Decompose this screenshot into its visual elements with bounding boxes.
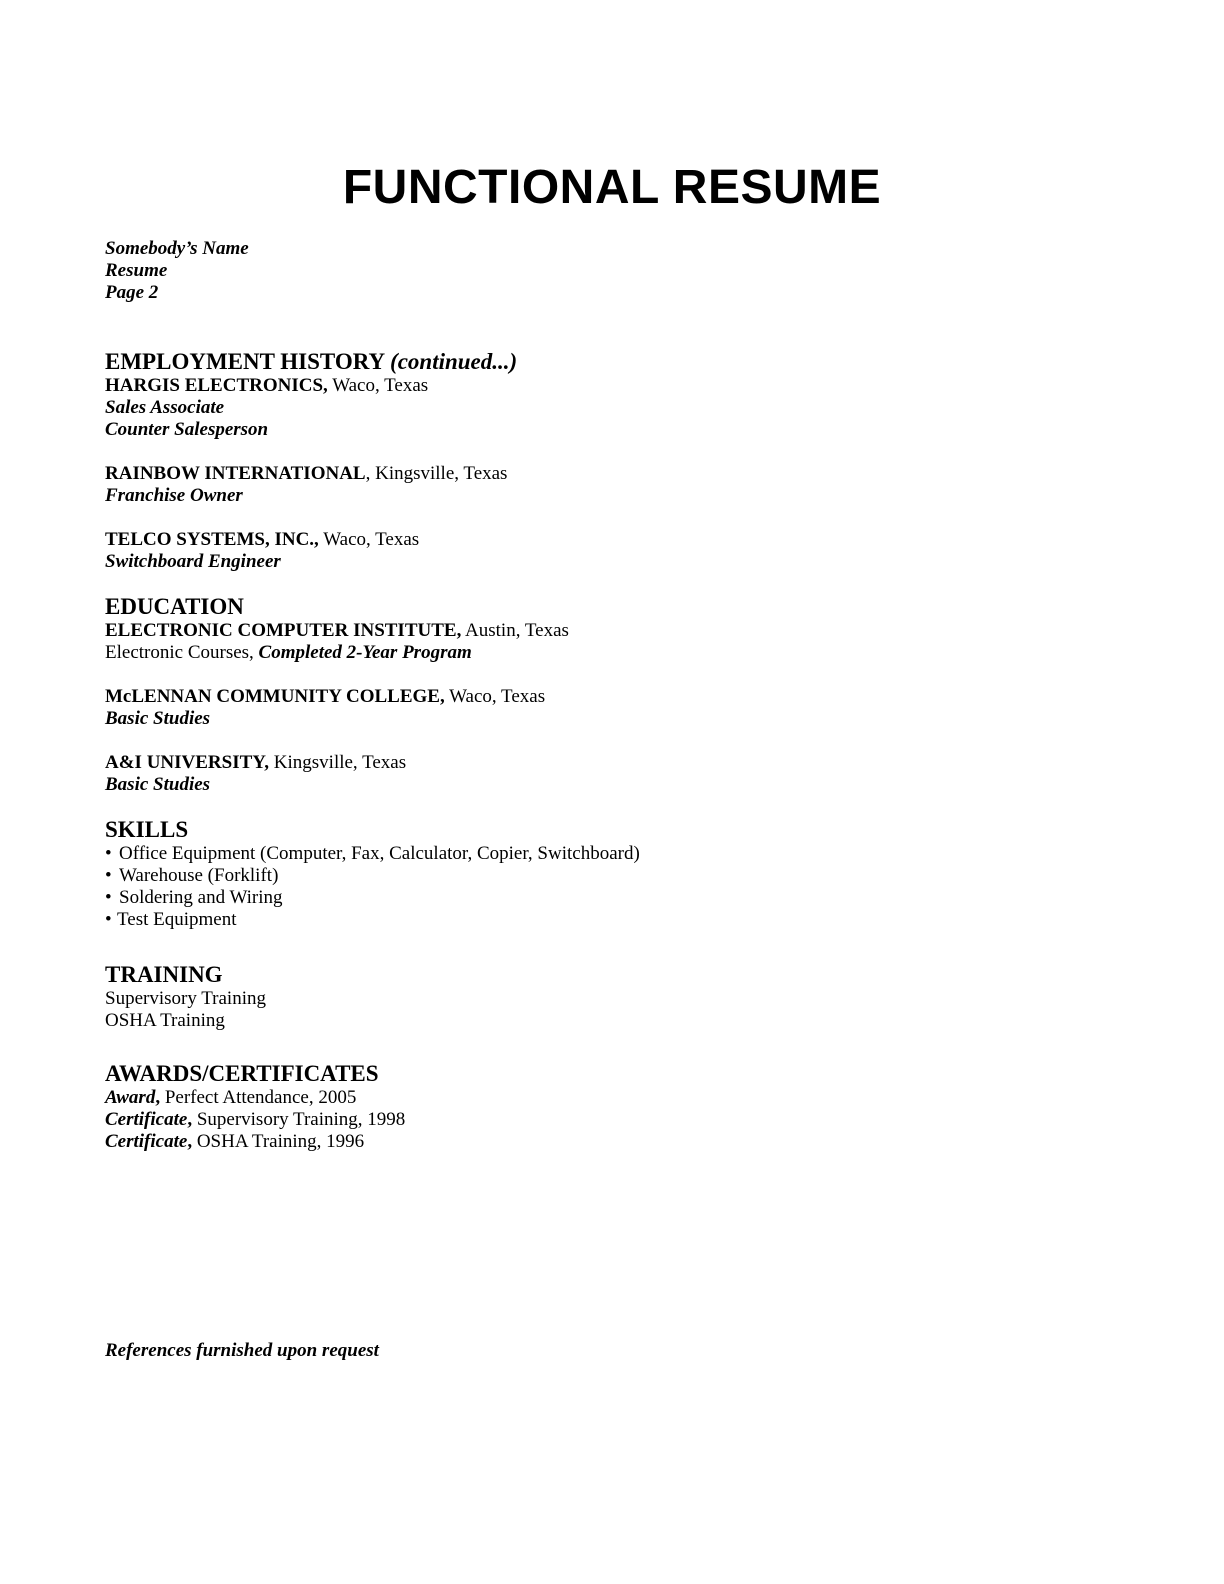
skill-text: Warehouse (Forklift) — [119, 865, 279, 886]
award-text: Supervisory Training, 1998 — [192, 1109, 406, 1130]
employer-location: , Kingsville, Texas — [365, 463, 508, 484]
employer-name: HARGIS ELECTRONICS, — [105, 375, 328, 396]
school-name: McLENNAN COMMUNITY COLLEGE, — [105, 686, 445, 707]
education-section — [105, 593, 1105, 796]
skills-heading: SKILLS — [105, 817, 189, 842]
employment-section — [105, 348, 1105, 573]
job-title: Counter Salesperson — [105, 419, 269, 440]
employment-heading — [105, 348, 1105, 375]
page-number: Page 2 — [105, 282, 159, 303]
award-type: Award — [105, 1087, 156, 1108]
award-item — [105, 1087, 1105, 1109]
references-note: References furnished upon request — [105, 1340, 379, 1361]
skills-list — [105, 843, 1105, 931]
award-separator: , — [155, 1087, 161, 1108]
employer-name: RAINBOW INTERNATIONAL — [105, 463, 366, 484]
job-title: Franchise Owner — [105, 485, 243, 506]
job-title: Sales Associate — [105, 397, 225, 418]
training-section — [105, 961, 1105, 1032]
employment-entry — [105, 529, 1105, 573]
skill-item — [105, 909, 1105, 931]
program-detail: Completed 2-Year Program — [258, 642, 472, 663]
school-location: Waco, Texas — [444, 686, 546, 707]
bullet-icon: • — [105, 909, 112, 930]
training-item: Supervisory Training — [105, 988, 266, 1009]
employment-entry — [105, 463, 1105, 507]
education-heading: EDUCATION — [105, 594, 244, 619]
school-location: Austin, Texas — [461, 620, 569, 641]
skill-text: Test Equipment — [117, 909, 237, 930]
training-heading: TRAINING — [105, 962, 223, 987]
skill-text: Office Equipment (Computer, Fax, Calculator, Copier, Switchboard) — [119, 843, 640, 864]
school-location: Kingsville, Texas — [269, 752, 407, 773]
study-detail: Basic Studies — [105, 774, 211, 795]
school-name: ELECTRONIC COMPUTER INSTITUTE, — [105, 620, 462, 641]
page-header — [105, 238, 1105, 304]
employer-location: Waco, Texas — [318, 529, 420, 550]
awards-heading: AWARDS/CERTIFICATES — [105, 1061, 379, 1086]
school-name: A&I UNIVERSITY, — [105, 752, 270, 773]
award-separator: , — [187, 1109, 193, 1130]
employment-heading-suffix: (continued...) — [390, 349, 518, 374]
award-text: OSHA Training, 1996 — [192, 1131, 365, 1152]
study-detail: Basic Studies — [105, 708, 211, 729]
employment-entry — [105, 375, 1105, 441]
page-title: FUNCTIONAL RESUME — [342, 161, 882, 214]
skill-item — [105, 887, 1105, 909]
bullet-icon: • — [105, 887, 112, 908]
education-entry — [105, 620, 1105, 664]
skill-item — [105, 843, 1105, 865]
award-separator: , — [187, 1131, 193, 1152]
document-label: Resume — [105, 260, 168, 281]
skill-item — [105, 865, 1105, 887]
award-type: Certificate — [105, 1109, 188, 1130]
skill-text: Soldering and Wiring — [119, 887, 283, 908]
awards-section — [105, 1060, 1105, 1153]
bullet-icon: • — [105, 843, 112, 864]
award-text: Perfect Attendance, 2005 — [160, 1087, 357, 1108]
employer-location: Waco, Texas — [327, 375, 429, 396]
candidate-name: Somebody’s Name — [105, 238, 249, 259]
employment-heading-text: EMPLOYMENT HISTORY — [105, 349, 385, 374]
course-detail: Electronic Courses, — [105, 642, 259, 663]
resume-body — [105, 238, 1105, 1173]
bullet-icon: • — [105, 865, 112, 886]
training-item: OSHA Training — [105, 1010, 225, 1031]
job-title: Switchboard Engineer — [105, 551, 281, 572]
award-type: Certificate — [105, 1131, 188, 1152]
employer-name: TELCO SYSTEMS, INC., — [105, 529, 319, 550]
award-item — [105, 1131, 1105, 1153]
skills-section — [105, 816, 1105, 931]
education-entry — [105, 686, 1105, 730]
award-item — [105, 1109, 1105, 1131]
education-entry — [105, 752, 1105, 796]
